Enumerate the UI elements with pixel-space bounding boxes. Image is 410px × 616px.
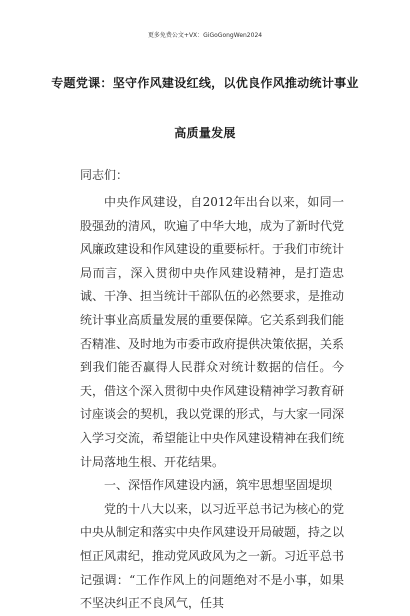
salutation: 同志们：: [80, 168, 129, 182]
section-heading: 一、深悟作风建设内涵，筑牢思想坚固堤坝: [104, 478, 333, 493]
document-title-line1: 专题党课：坚守作风建设红线，以优良作风推动统计事业: [51, 76, 359, 90]
paragraph-intro: 中央作风建设，自2012年出台以来，如同一股强劲的清风，吹遍了中华大地，成为了新时代党风廉政建设和作风建设的重要标杆。于我们市统计局而言，深入贯彻中央作风建设精神，是打造忠诚、干净、担当统计干部队伍的必然要求，是推动统计事业高质量发展的重要保障。它关系到我们能否精准、及时地为市委市政府提供决策依据，关系到我们能否赢得人民群众对统计数据的信任。今天，借这个深入贯彻中央作风建设精神学习教育研讨座谈会的契机，我以党课的形式，与大家一同深入学习交流，希望能让中央作风建设精神在我们统计局落地生根、开花结果。: [80, 195, 345, 469]
document-title-line2: 高质量发展: [174, 126, 236, 140]
paragraph-section-one: 党的十八大以来，以习近平总书记为核心的党中央从制定和落实中央作风建设开局破题，持之以恒正风肃纪，推动党风政风为之一新。习近平总书记强调：“工作作风上的问题绝对不是小事，如果不坚决纠正不良风气，任其: [80, 501, 345, 611]
document-body: [80, 191, 344, 616]
header-note: 更多免费公文+VX：GiGoGongWen2024: [147, 32, 263, 39]
